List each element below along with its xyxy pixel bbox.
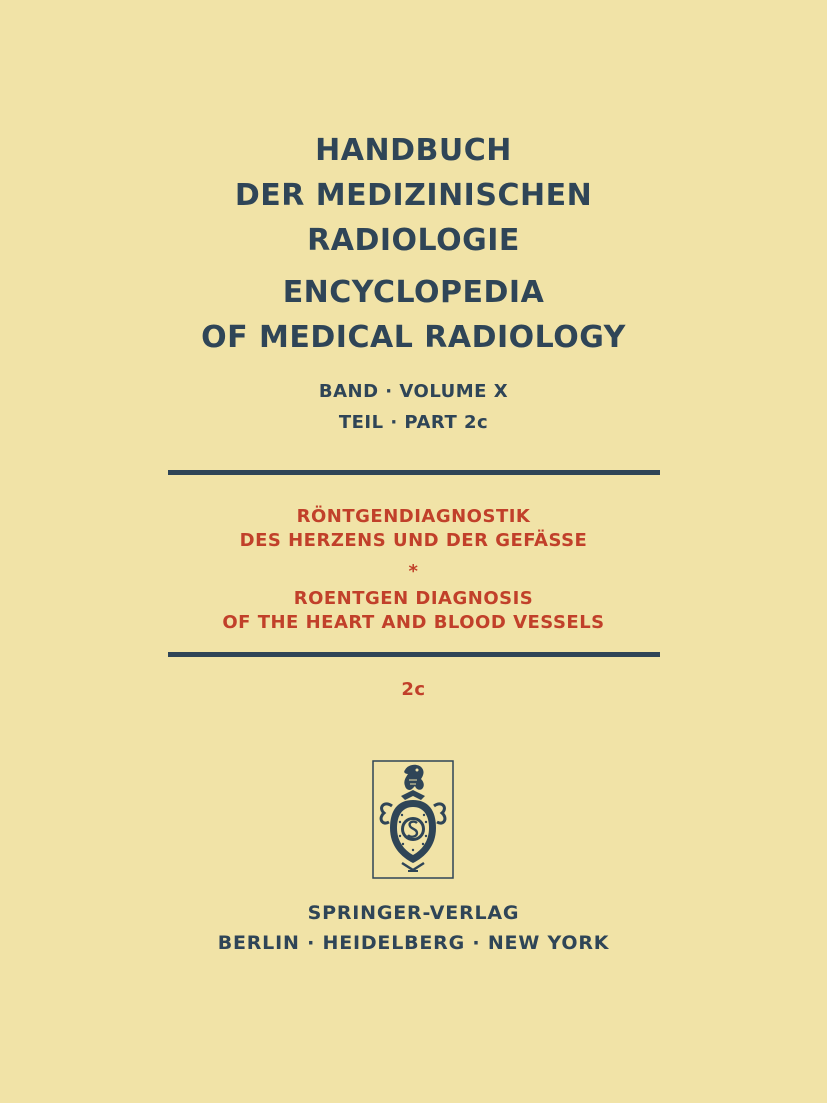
- bottom-divider: [168, 652, 660, 657]
- publisher-cities: BERLIN · HEIDELBERG · NEW YORK: [217, 932, 610, 954]
- volume-label: BAND · VOLUME X: [318, 381, 509, 402]
- subject-de-line-2: DES HERZENS UND DER GEFÄSSE: [239, 530, 588, 551]
- subject-en-line-1: ROENTGEN DIAGNOSIS: [293, 588, 534, 609]
- subject-en-line-2: OF THE HEART AND BLOOD VESSELS: [222, 612, 605, 633]
- title-de-line-2: DER MEDIZINISCHEN: [234, 178, 593, 213]
- title-de-line-1: HANDBUCH: [315, 133, 512, 168]
- part-number: 2c: [401, 679, 426, 700]
- subject-de-line-1: RÖNTGENDIAGNOSTIK: [296, 506, 531, 527]
- title-en-line-2: OF MEDICAL RADIOLOGY: [201, 320, 626, 355]
- part-label: TEIL · PART 2c: [338, 412, 489, 433]
- publisher-name: SPRINGER-VERLAG: [307, 902, 520, 924]
- springer-knight-seal-icon: [372, 760, 454, 879]
- top-divider: [168, 470, 660, 475]
- title-de-line-3: RADIOLOGIE: [307, 223, 520, 258]
- subject-separator: *: [408, 561, 419, 582]
- title-en-line-1: ENCYCLOPEDIA: [282, 275, 545, 310]
